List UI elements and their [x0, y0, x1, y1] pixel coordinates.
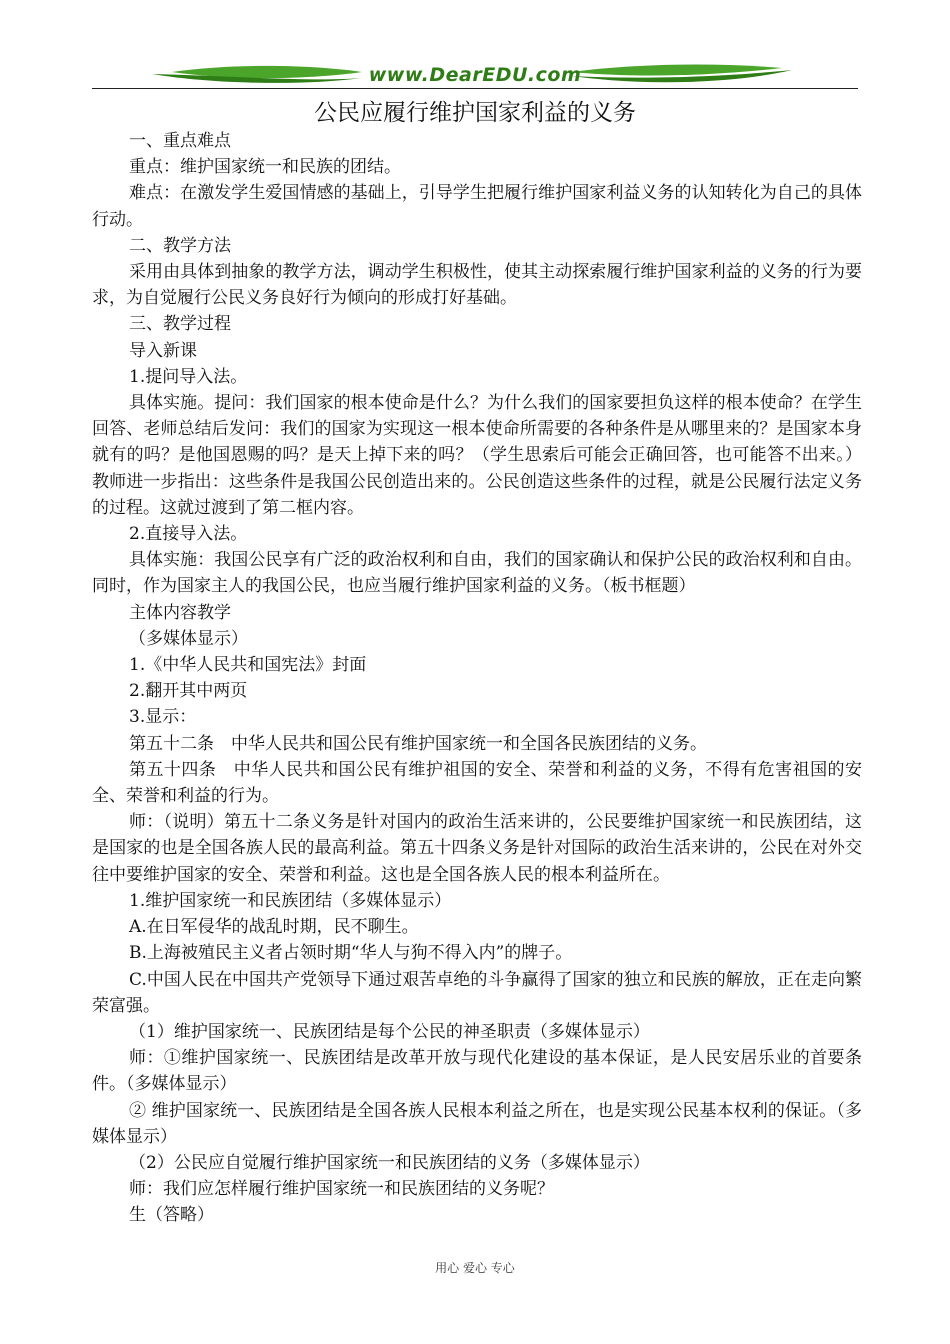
subheading: 主体内容教学 [129, 602, 231, 623]
section-heading: 一、重点难点 [129, 131, 231, 151]
paragraph: 1.维护国家统一和民族团结（多媒体显示） [129, 890, 452, 911]
paragraph: 3.显示： [129, 707, 197, 728]
paragraph: 2.直接导入法。 [129, 524, 248, 545]
paragraph: 具体实施：我国公民享有广泛的政治权利和自由，我们的国家确认和保护公民的政治权利和自由。同时，作为国家主人的我国公民，也应当履行维护国家利益的义务。（板书框题） [92, 550, 862, 597]
paragraph: 1.《中华人民共和国宪法》封面 [129, 655, 367, 676]
paragraph: A.在日军侵华的战乱时期，民不聊生。 [129, 917, 419, 938]
paragraph: （1）维护国家统一、民族团结是每个公民的神圣职责（多媒体显示） [129, 1021, 650, 1042]
section-heading: 三、教学过程 [129, 314, 231, 335]
paragraph: ② 维护国家统一、民族团结是全国各族人民根本利益之所在，也是实现公民基本权利的保证。（多媒体显示） [92, 1100, 862, 1147]
header-divider [92, 88, 858, 89]
paragraph: C.中国人民在中国共产党领导下通过艰苦卓绝的斗争赢得了国家的独立和民族的解放，正在走向繁荣富强。 [92, 969, 862, 1016]
paragraph: （2）公民应自觉履行维护国家统一和民族团结的义务（多媒体显示） [129, 1152, 650, 1173]
paragraph: 采用由具体到抽象的教学方法，调动学生积极性，使其主动探索履行维护国家利益的义务的行为要求，为自觉履行公民义务良好行为倾向的形成打好基础。 [92, 262, 862, 309]
section-heading: 二、教学方法 [129, 235, 231, 256]
paragraph: 第五十二条 中华人民共和国公民有维护国家统一和全国各民族团结的义务。 [129, 733, 707, 754]
paragraph: B.上海被殖民主义者占领时期“华人与狗不得入内”的牌子。 [129, 943, 573, 964]
site-logo-text[interactable]: www.DearEDU.com [368, 64, 582, 86]
paragraph: 重点：维护国家统一和民族的团结。 [129, 157, 401, 178]
paragraph: 师：我们应怎样履行维护国家统一和民族团结的义务呢？ [129, 1179, 554, 1200]
site-header-logo [92, 58, 858, 92]
paragraph: 1.提问导入法。 [129, 366, 248, 387]
page-footer: 用心 爱心 专心 [435, 1261, 515, 1275]
paragraph: 师：①维护国家统一、民族团结是改革开放与现代化建设的基本保证，是人民安居乐业的首要条件。（多媒体显示） [92, 1048, 862, 1095]
paragraph: （多媒体显示） [129, 628, 248, 649]
document-body [92, 128, 862, 1229]
subheading: 导入新课 [129, 340, 197, 361]
paragraph: 2.翻开其中两页 [129, 681, 248, 702]
paragraph: 难点：在激发学生爱国情感的基础上，引导学生把履行维护国家利益义务的认知转化为自己的具体行动。 [92, 183, 862, 230]
paragraph: 具体实施。提问：我们国家的根本使命是什么？为什么我们的国家要担负这样的根本使命？在学生回答、老师总结后发问：我们的国家为实现这一根本使命所需要的各种条件是从哪里来的？是国家本身就有的吗？是他国恩赐的吗？是天上掉下来的吗？（学生思索后可能会正确回答，也可能答不出来。）教师进一步指出：这些条件是我国公民创造出来的。公民创造这些条件的过程，就是公民履行法定义务的过程。这就过渡到了第二框内容。 [92, 393, 862, 518]
document-title: 公民应履行维护国家利益的义务 [314, 100, 636, 126]
paragraph: 师：（说明）第五十二条义务是针对国内的政治生活来讲的，公民要维护国家统一和民族团结，这是国家的也是全国各族人民的最高利益。第五十四条义务是针对国际的政治生活来讲的，公民在对外交往中要维护国家的安全、荣誉和利益。这也是全国各族人民的根本利益所在。 [92, 812, 862, 885]
paragraph: 第五十四条 中华人民共和国公民有维护祖国的安全、荣誉和利益的义务，不得有危害祖国的安全、荣誉和利益的行为。 [92, 759, 862, 807]
paragraph: 生（答略） [129, 1205, 214, 1226]
